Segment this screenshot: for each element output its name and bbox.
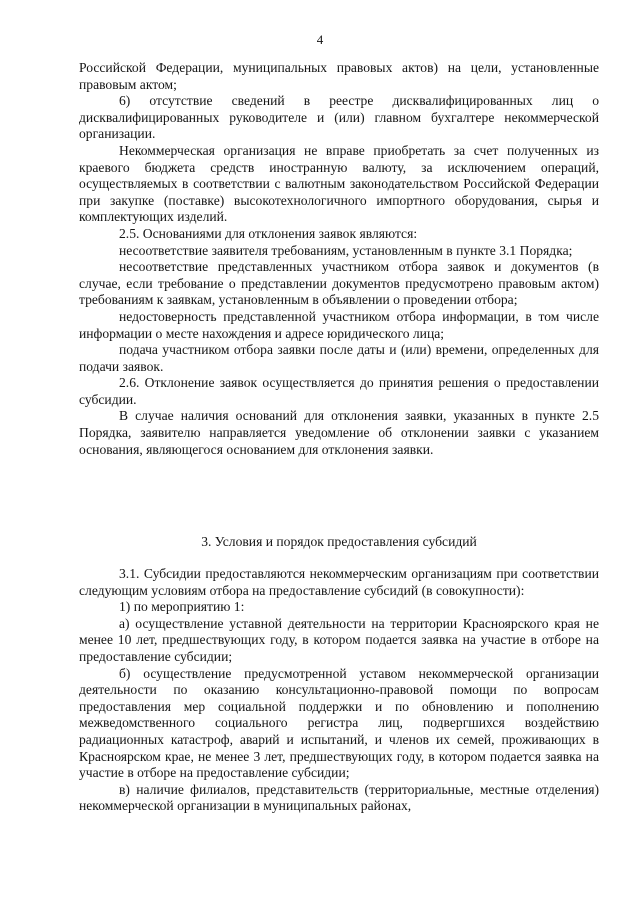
paragraph: 2.5. Основаниями для отклонения заявок являются: bbox=[119, 225, 418, 241]
paragraph: Некоммерческая организация не вправе приобретать за счет полученных из краевого бюджета средств иностранную валюту, за исключением операций, осуществляемых в соответствии с валютным законодательством Российской Федерации при закупке (поставке) высокотехнологичного импортного оборудования, сырья и комплектующих изделий. bbox=[79, 142, 599, 225]
paragraph: несоответствие заявителя требованиям, установленным в пункте 3.1 Порядка; bbox=[119, 242, 573, 258]
body-text-top bbox=[79, 60, 599, 458]
paragraph: Российской Федерации, муниципальных правовых актов) на цели, установленные правовым актом; bbox=[79, 60, 599, 92]
paragraph: 3.1. Субсидии предоставляются некоммерческим организациям при соответствии следующим условиям отбора на предоставление субсидий (в совокупности): bbox=[79, 566, 599, 598]
page-number: 4 bbox=[316, 32, 324, 47]
paragraph: 2.6. Отклонение заявок осуществляется до принятия решения о предоставлении субсидии. bbox=[79, 375, 599, 407]
paragraph: несоответствие представленных участником отбора заявок и документов (в случае, если требование о представлении документов предусмотрено правовым актом) требованиям к заявкам, установленным в объявлении о проведении отбора; bbox=[79, 259, 599, 308]
paragraph: подача участником отбора заявки после даты и (или) времени, определенных для подачи заявок. bbox=[79, 342, 599, 374]
body-text-bottom bbox=[79, 566, 599, 815]
paragraph: б) осуществление предусмотренной уставом некоммерческой организации деятельности по оказанию консультационно-правовой помощи по вопросам предоставления мер социальной поддержки и по обновлению и пополнению межведомственного социального регистра лиц, подвергшихся воздействию радиационных катастроф, аварий и испытаний, и членов их семей, проживающих в Красноярском крае, не менее 3 лет, предшествующих году, в котором подается заявка на участие в отборе на предоставление субсидии; bbox=[79, 665, 599, 781]
paragraph: недостоверность представленной участником отбора информации, в том числе информации о месте нахождения и адресе юридического лица; bbox=[79, 308, 599, 341]
section-heading: 3. Условия и порядок предоставления субсидий bbox=[201, 534, 477, 549]
paragraph: а) осуществление уставной деятельности на территории Красноярского края не менее 10 лет, предшествующих году, в котором подается заявка на участие в отборе на предоставление субсидии; bbox=[79, 615, 599, 664]
paragraph: В случае наличия оснований для отклонения заявки, указанных в пункте 2.5 Порядка, заявителю направляется уведомление об отклонении заявки с указанием основания, являющегося основанием для отклонения заявки. bbox=[79, 408, 599, 457]
paragraph: в) наличие филиалов, представительств (территориальные, местные отделения) некоммерческой организации в муниципальных районах, bbox=[79, 781, 599, 814]
paragraph: 1) по мероприятию 1: bbox=[119, 599, 245, 615]
paragraph: 6) отсутствие сведений в реестре дисквалифицированных лиц о дисквалифицированных руководителе и (или) главном бухгалтере некоммерческой организации. bbox=[79, 93, 599, 142]
